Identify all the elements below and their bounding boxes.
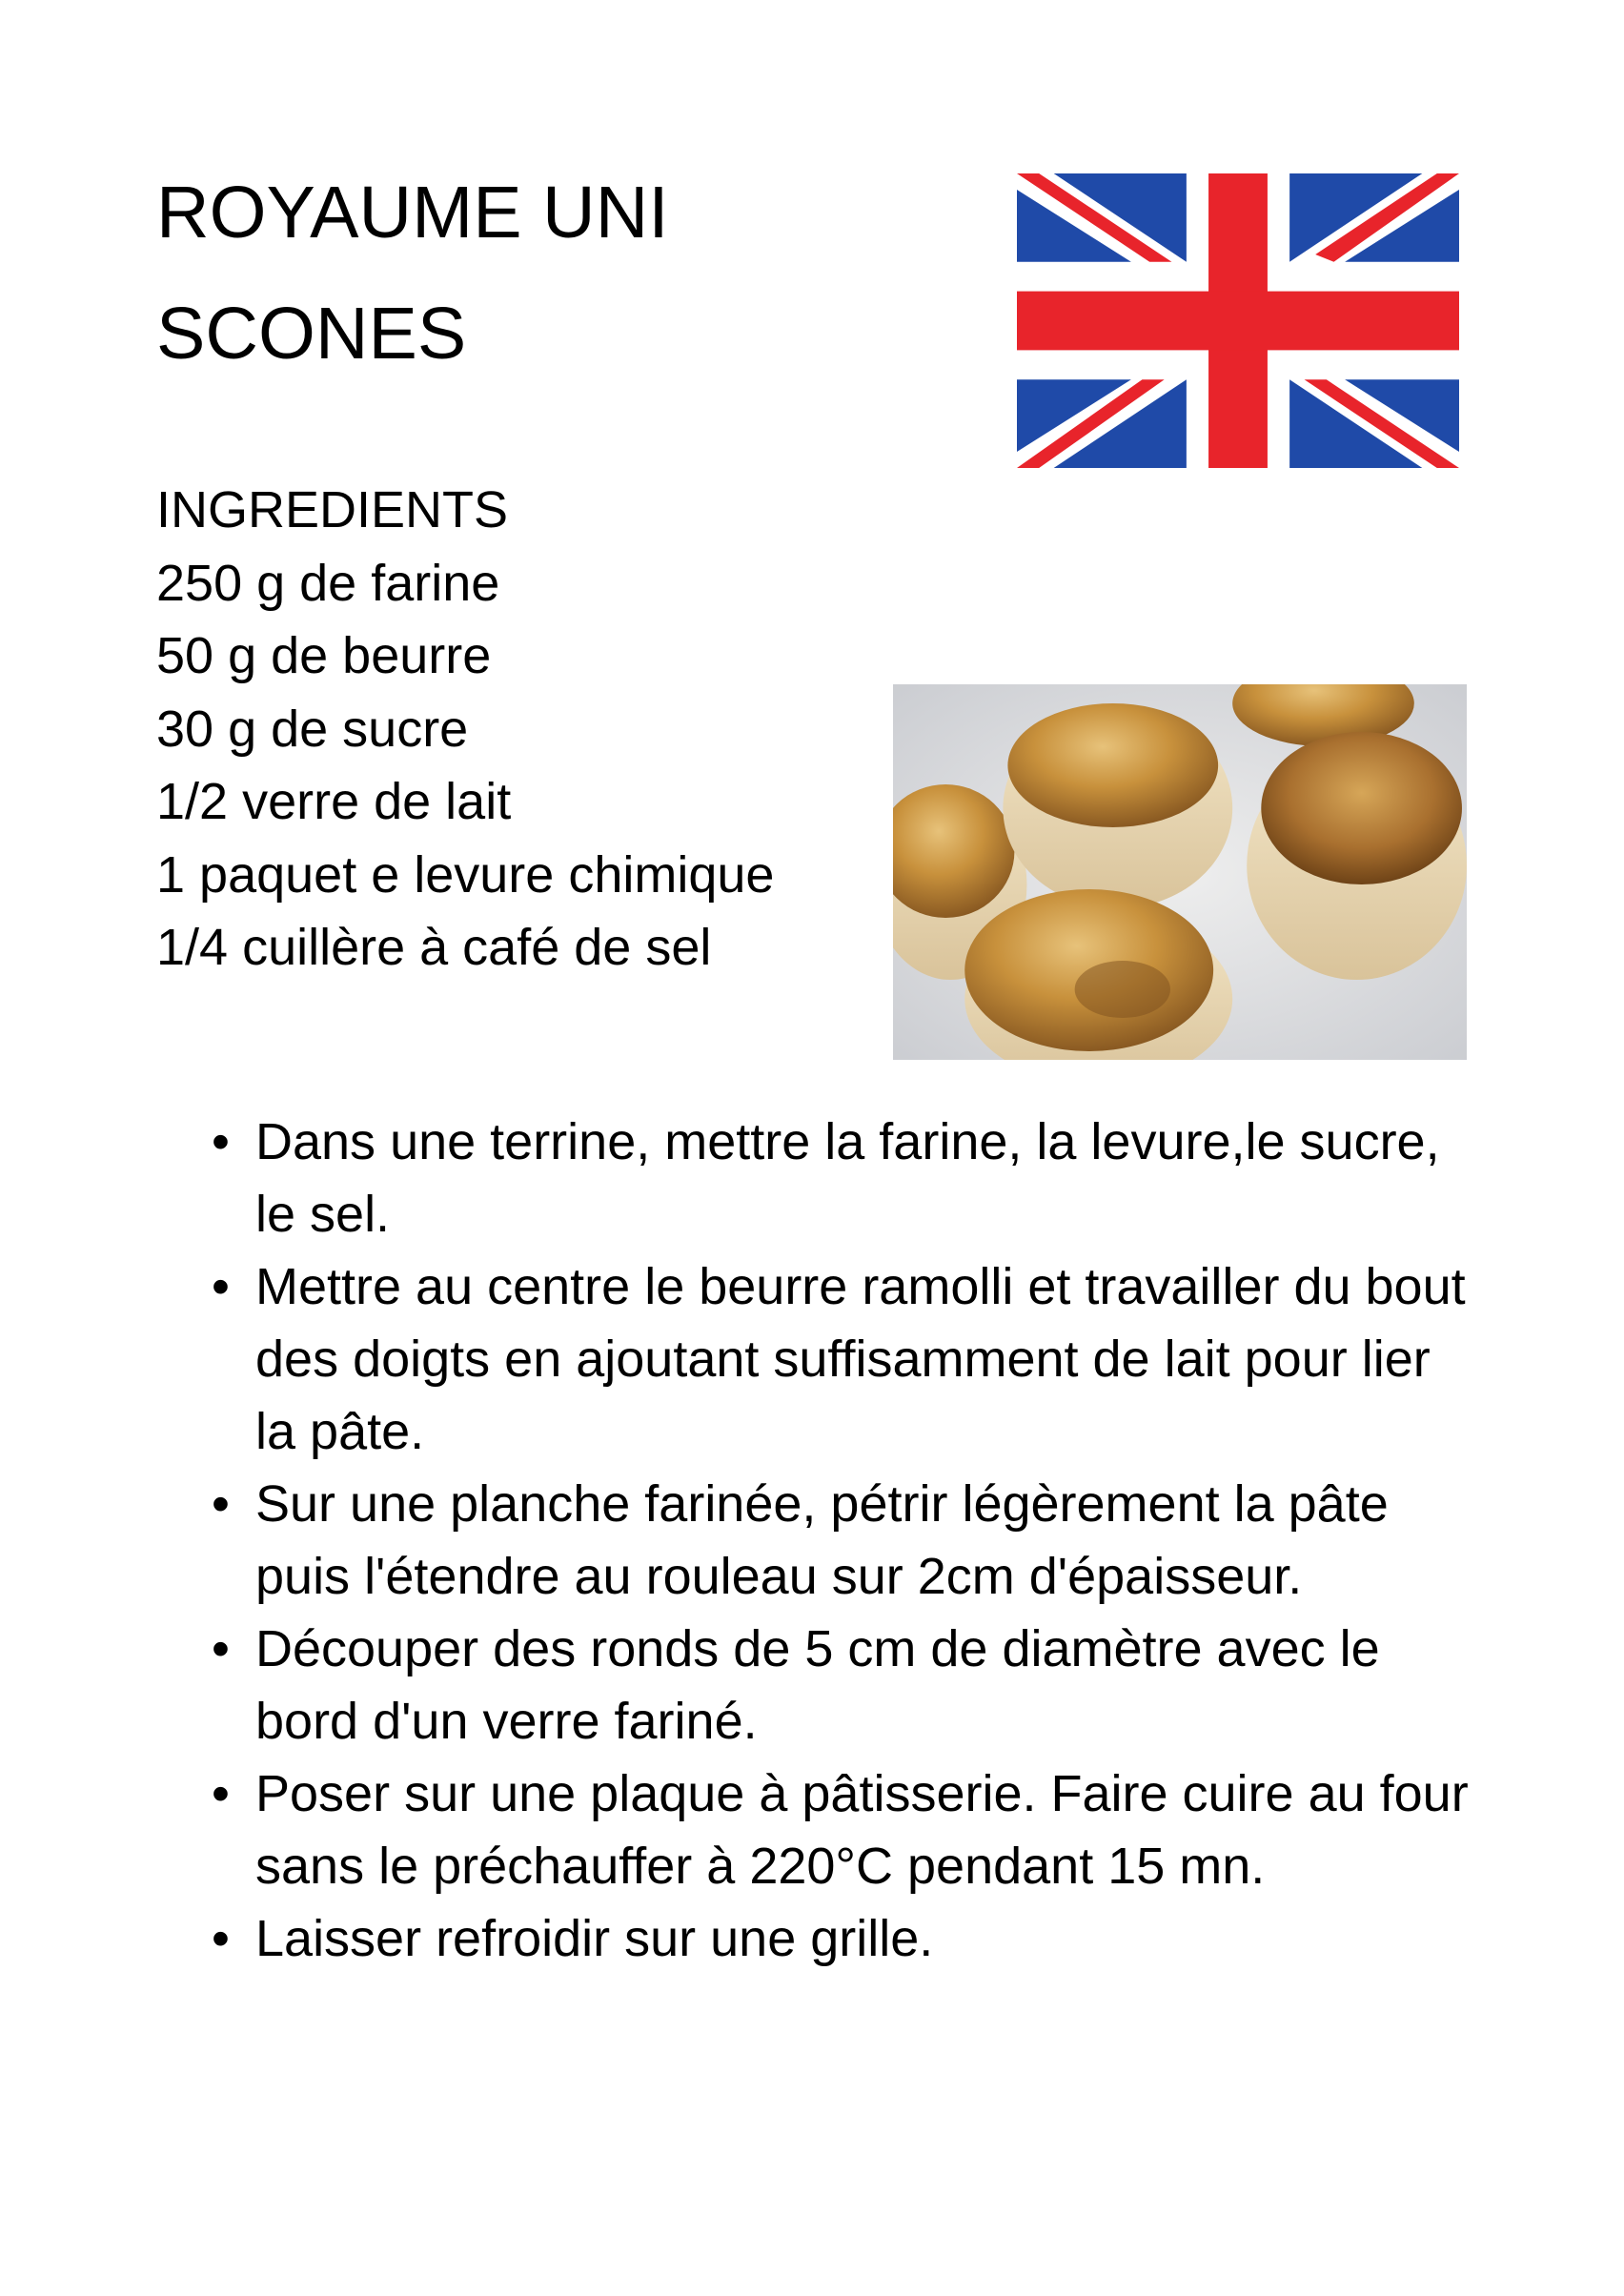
bullet-icon: • — [212, 1258, 230, 1315]
ingredient-item: 1 paquet e levure chimique — [156, 845, 775, 904]
scones-photo-icon — [893, 684, 1467, 1060]
instructions-list — [206, 1106, 1473, 1975]
ingredients-heading: INGREDIENTS — [156, 481, 509, 538]
instruction-text: Poser sur une plaque à pâtisserie. Faire cuire au four sans le préchauffer à 220°C pendant 15 mn. — [255, 1765, 1469, 1895]
instruction-step — [206, 1758, 1473, 1902]
title-block — [156, 152, 823, 395]
bullet-icon: • — [212, 1765, 230, 1822]
bullet-icon: • — [212, 1620, 230, 1677]
bullet-icon: • — [212, 1113, 230, 1170]
recipe-title: SCONES — [156, 293, 467, 375]
instruction-text: Laisser refroidir sur une grille. — [255, 1910, 934, 1967]
ingredient-item: 30 g de sucre — [156, 700, 469, 758]
ingredient-item: 50 g de beurre — [156, 627, 492, 684]
ingredients-list — [156, 474, 919, 985]
instruction-step — [206, 1613, 1473, 1758]
instruction-text: Découper des ronds de 5 cm de diamètre avec le bord d'un verre fariné. — [255, 1620, 1380, 1750]
ingredient-item: 1/2 verre de lait — [156, 773, 512, 830]
country-title: ROYAUME UNI — [156, 172, 669, 254]
instruction-step — [206, 1468, 1473, 1613]
instruction-text: Mettre au centre le beurre ramolli et travailler du bout des doigts en ajoutant suffisamment de lait pour lier la pâte. — [255, 1258, 1466, 1460]
instruction-step — [206, 1106, 1473, 1250]
instruction-step — [206, 1250, 1473, 1468]
ingredient-item: 250 g de farine — [156, 554, 500, 612]
ingredient-item: 1/4 cuillère à café de sel — [156, 919, 712, 976]
bullet-icon: • — [212, 1910, 230, 1967]
instruction-text: Dans une terrine, mettre la farine, la levure,le sucre, le sel. — [255, 1113, 1440, 1243]
union-jack-flag-icon — [1017, 173, 1459, 468]
instruction-text: Sur une planche farinée, pétrir légèrement la pâte puis l'étendre au rouleau sur 2cm d'épaisseur. — [255, 1475, 1389, 1605]
instruction-step — [206, 1902, 1473, 1975]
bullet-icon: • — [212, 1475, 230, 1533]
